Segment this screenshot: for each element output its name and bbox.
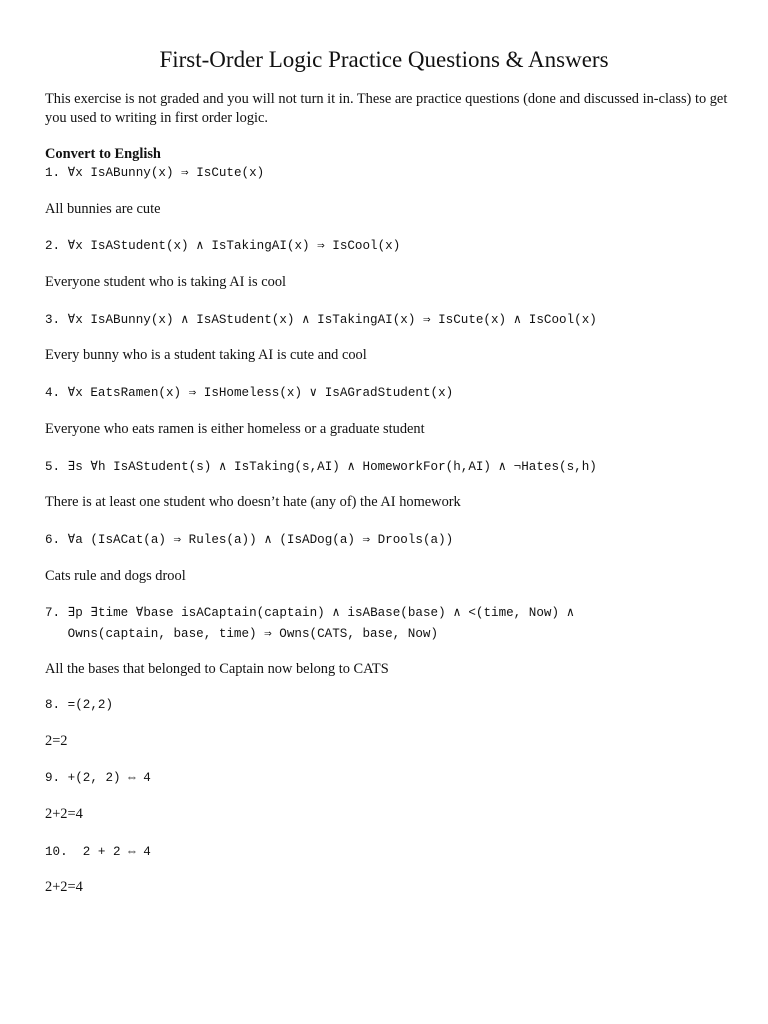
question-answer: Everyone student who is taking AI is cool bbox=[45, 274, 287, 290]
question-formula: 2. ∀x IsAStudent(x) ∧ IsTakingAI(x) ⇒ IsCool(x) bbox=[45, 239, 401, 253]
question-answer: Every bunny who is a student taking AI is cute and cool bbox=[45, 347, 367, 363]
question-answer: 2+2=4 bbox=[45, 806, 83, 822]
question-answer: 2=2 bbox=[45, 733, 68, 749]
question-formula: 10. 2 + 2 ⇔ 4 bbox=[45, 845, 151, 859]
question-answer: There is at least one student who doesn’t hate (any of) the AI homework bbox=[45, 494, 461, 510]
question-formula: 4. ∀x EatsRamen(x) ⇒ IsHomeless(x) ∨ IsAGradStudent(x) bbox=[45, 386, 454, 400]
intro-paragraph: This exercise is not graded and you will not turn it in. These are practice questions (done and discussed in-class) to get you used to writing in first order logic. bbox=[45, 91, 728, 126]
question-formula: 8. =(2,2) bbox=[45, 698, 114, 712]
question-formula: 9. +(2, 2) ⇔ 4 bbox=[45, 771, 151, 785]
document-title: First-Order Logic Practice Questions & Answers bbox=[159, 47, 609, 72]
question-answer: Everyone who eats ramen is either homeless or a graduate student bbox=[45, 421, 425, 437]
question-formula: 5. ∃s ∀h IsAStudent(s) ∧ IsTaking(s,AI) ∧ HomeworkFor(h,AI) ∧ ¬Hates(s,h) bbox=[45, 460, 597, 474]
question-formula: 3. ∀x IsABunny(x) ∧ IsAStudent(x) ∧ IsTakingAI(x) ⇒ IsCute(x) ∧ IsCool(x) bbox=[45, 313, 597, 327]
section-heading: Convert to English bbox=[45, 146, 161, 162]
question-answer: 2+2=4 bbox=[45, 879, 83, 895]
question-answer: All the bases that belonged to Captain now belong to CATS bbox=[45, 661, 389, 677]
question-answer: Cats rule and dogs drool bbox=[45, 568, 186, 584]
question-answer: All bunnies are cute bbox=[45, 201, 161, 217]
question-formula: 6. ∀a (IsACat(a) ⇒ Rules(a)) ∧ (IsADog(a) ⇒ Drools(a)) bbox=[45, 533, 454, 547]
question-formula: 7. ∃p ∃time ∀base isACaptain(captain) ∧ isABase(base) ∧ <(time, Now) ∧ Owns(captain, base, time) ⇒ Owns(CATS, base, Now) bbox=[45, 606, 575, 641]
question-formula: 1. ∀x IsABunny(x) ⇒ IsCute(x) bbox=[45, 166, 265, 180]
